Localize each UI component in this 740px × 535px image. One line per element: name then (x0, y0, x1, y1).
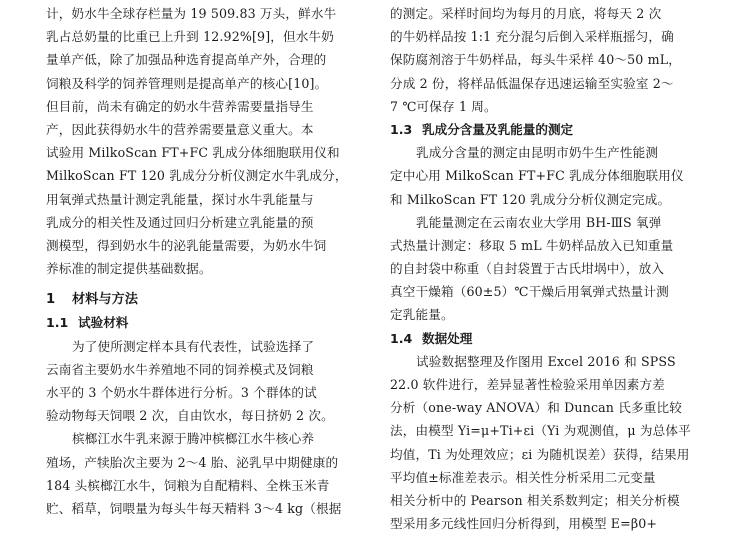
binglangjiang-paragraph (46, 427, 350, 520)
materials-paragraph (46, 335, 350, 428)
text-line: 的自封袋中称重（自封袋置于古氏坩埚中），放入 (390, 261, 665, 277)
text-line: 真空干燥箱（60±5）℃干燥后用氧弹式热量计测 (390, 284, 669, 300)
section-number: 1.3 (390, 121, 413, 137)
text-line: 殖场，产犊胎次主要为 2～4 胎、泌乳早中期健康的 (46, 454, 339, 470)
right-column (390, 2, 695, 535)
text-line: 试验数据整理及作图用 Excel 2016 和 SPSS (416, 353, 676, 369)
section-number: 1.4 (390, 330, 413, 346)
text-line: 云南省主要奶水牛养殖地不同的饲养模式及饲粮 (46, 361, 314, 377)
text-line: 量单产低，除了加强品种选育提高单产外，合理的 (46, 52, 327, 68)
text-line: 产，因此获得奶水牛的营养需要量意义重大。本 (46, 121, 314, 137)
section-title: 数据处理 (422, 330, 473, 346)
section-title: 材料与方法 (72, 292, 138, 308)
text-line: 乳占总奶量的比重已上升到 12.92%[9]，但水牛奶 (46, 29, 335, 45)
text-line: 保防腐剂溶于牛奶样品，每头牛采样 40～50 mL， (390, 52, 681, 68)
section-heading-1-1 (46, 311, 350, 334)
text-line: MilkoScan FT 120 乳成分分析仪测定水牛乳成分， (46, 168, 348, 184)
text-line: 的测定。采样时间均为每月的月底，将每天 2 次 (390, 6, 662, 21)
text-line: 饲粮及科学的饲养管理则是提高单产的核心[10]。 (46, 75, 328, 91)
text-line: 型采用多元线性回归分析得到，用模型 E=β0+ (390, 516, 658, 532)
text-line: 式热量计测定：移取 5 mL 牛奶样品放入已知重量 (390, 237, 674, 253)
text-line: 乳能量测定在云南农业大学用 BH-ⅢS 氧弹 (416, 214, 662, 230)
text-line: 的牛奶样品按 1:1 充分混匀后倒入采样瓶摇匀，确 (390, 29, 674, 45)
text-line: 平均值±标准差表示。相关性分析采用二元变量 (390, 469, 656, 485)
left-column (46, 2, 350, 520)
section-number: 1.1 (46, 315, 69, 331)
text-line: 测模型，得到奶水牛的泌乳能量需要，为奶水牛饲 (46, 237, 327, 253)
section-title: 乳成分含量及乳能量的测定 (422, 121, 574, 137)
composition-paragraph (390, 141, 695, 211)
section-title: 试验材料 (78, 315, 129, 331)
text-line: 槟榔江水牛乳来源于腾冲槟榔江水牛核心养 (72, 431, 315, 447)
text-line: 和 MilkoScan FT 120 乳成分分析仪测定完成。 (390, 191, 671, 207)
text-line: 计，奶水牛全球存栏量为 19 509.83 万头，鲜水牛 (46, 6, 337, 21)
text-line: 水平的 3 个奶水牛群体进行分析。3 个群体的试 (46, 385, 317, 400)
text-line: 184 头槟榔江水牛，饲粮为自配精料、全株玉米青 (46, 477, 330, 493)
section-number: 1 (46, 292, 56, 308)
text-line: 乳成分的相关性及通过回归分析建立乳能量的预 (46, 214, 314, 230)
text-line: 乳成分含量的测定由昆明市奶牛生产性能测 (416, 145, 659, 161)
energy-paragraph (390, 211, 695, 327)
intro-paragraph (46, 2, 350, 280)
section-heading-1-3 (390, 118, 695, 141)
text-line: 但目前，尚未有确定的奶水牛营养需要量指导生 (46, 98, 314, 114)
text-line: 贮、稻草，饲喂量为每头牛每天精料 3～4 kg（根据 (46, 500, 342, 516)
text-line: 为了使所测定样本具有代表性，试验选择了 (72, 338, 315, 354)
text-line: 相关分析中的 Pearson 相关系数判定；相关分析模 (390, 492, 680, 508)
text-line: 22.0 软件进行，差异显著性检验采用单因素方差 (390, 377, 665, 392)
text-line: 定乳能量。 (390, 307, 454, 323)
text-line: 用氧弹式热量计测定乳能量，探讨水牛乳能量与 (46, 191, 314, 207)
text-line: 分成 2 份，将样品低温保存迅速运输至实验室 2～ (390, 75, 674, 91)
text-line: 验动物每天饲喂 2 次，自由饮水，每日挤奶 2 次。 (46, 408, 334, 424)
text-line: 分析（one-way ANOVA）和 Duncan 氏多重比较 (390, 400, 682, 416)
section-heading-1 (46, 288, 350, 311)
data-processing-paragraph (390, 350, 695, 535)
section-heading-1-4 (390, 327, 695, 350)
text-line: 养标准的制定提供基础数据。 (46, 261, 212, 277)
text-line: 法，由模型 Yi=μ+Ti+εi（Yi 为观测值，μ 为总体平 (390, 423, 691, 439)
text-line: 均值，Ti 为处理效应；εi 为随机误差）获得，结果用 (390, 446, 690, 462)
text-line: 试验用 MilkoScan FT+FC 乳成分体细胞联用仪和 (46, 145, 340, 161)
sampling-paragraph (390, 2, 695, 118)
text-line: 定中心用 MilkoScan FT+FC 乳成分体细胞联用仪 (390, 168, 684, 184)
text-line: 7 ℃可保存 1 周。 (390, 98, 497, 114)
